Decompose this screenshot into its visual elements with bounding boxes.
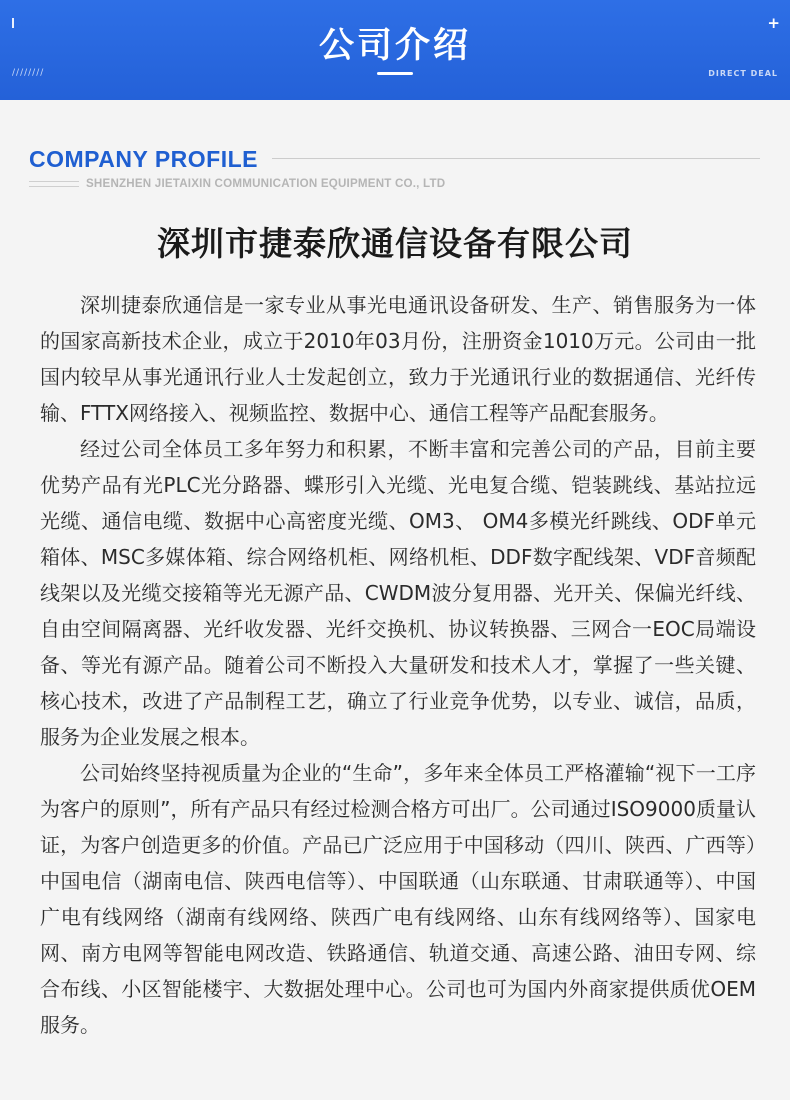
paragraph-quality: 公司始终坚持视质量为企业的“生命”，多年来全体员工严格灌输“视下一工序为客户的原则”，所有产品只有经过检测合格方可出厂。公司通过ISO9000质量认证，为客户创造更多的价值。产品已广泛应用于中国移动（四川、陕西、广西等）中国电信（湖南电信、陕西电信等）、中国联通（山东联通、甘肃联通等）、中国广电有线网络（湖南有线网络、陕西广电有线网络、山东有线网络等）、国家电网、南方电网等智能电网改造、铁路通信、轨道交通、高速公路、油田专网、综合布线、小区智能楼宇、大数据处理中心。公司也可为国内外商家提供质优OEM服务。 xyxy=(40,761,756,1037)
page-title: 公司介绍 xyxy=(318,26,471,66)
banner-slashes-decoration: //////// xyxy=(12,68,45,78)
paragraph-products: 经过公司全体员工多年努力和积累，不断丰富和完善公司的产品，目前主要优势产品有光PLC光分路器、蝶形引入光缆、光电复合缆、铠装跳线、基站拉远光缆、通信电缆、数据中心高密度光缆、OM3、 OM4多模光纤跳线、ODF单元箱体、MSC多媒体箱、综合网络机柜、网络机柜、DDF数字配线架、VDF音频配线架以及光缆交接箱等光无源产品、CWDM波分复用器、光开关、保偏光纤线、自由空间隔离器、光纤收发器、光纤交换机、协议转换器、三网合一EOC局端设备、等光有源产品。随着公司不断投入大量研发和技术人才，掌握了一些关键、核心技术，改进了产品制程工艺，确立了行业竞争优势，以专业、诚信，品质，服务为企业发展之根本。 xyxy=(40,437,756,749)
paragraph-intro: 深圳捷泰欣通信是一家专业从事光电通讯设备研发、生产、销售服务为一体的国家高新技术企业，成立于2010年03月份，注册资金1010万元。公司由一批国内较早从事光通讯行业人士发起创立，致力于光通讯行业的数据通信、光纤传输、FTTX网络接入、视频监控、数据中心、通信工程等产品配套服务。 xyxy=(40,293,756,425)
company-name: 深圳市捷泰欣通信设备有限公司 xyxy=(157,224,633,263)
banner-right-label: DIRECT DEAL xyxy=(708,69,778,78)
section-heading-en: COMPANY PROFILE xyxy=(29,146,258,172)
heading-divider xyxy=(272,158,760,159)
plus-icon: + xyxy=(767,14,780,32)
section-subtitle: SHENZHEN JIETAIXIN COMMUNICATION EQUIPMENT CO., LTD xyxy=(86,177,446,190)
title-underline xyxy=(377,72,413,75)
header-banner xyxy=(0,0,790,100)
profile-body xyxy=(40,287,756,1043)
subtitle-decoration-lines xyxy=(29,181,79,187)
